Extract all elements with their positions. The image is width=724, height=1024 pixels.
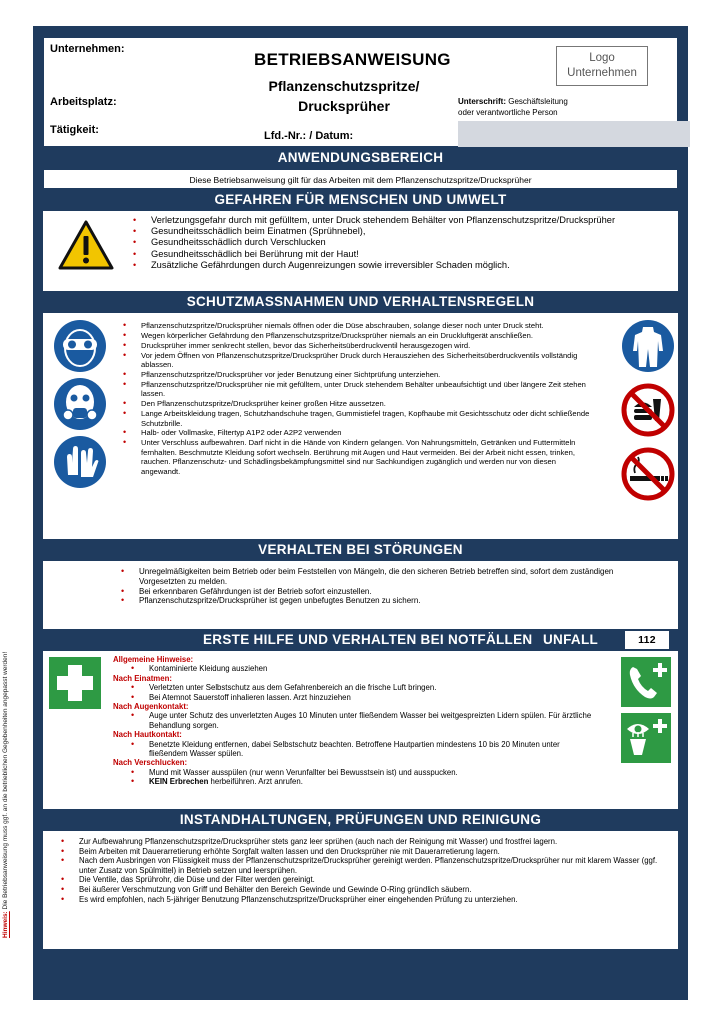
company-label: Unternehmen: <box>50 43 125 55</box>
section-title-stoerungen: VERHALTEN BEI STÖRUNGEN <box>258 542 463 557</box>
list-item: • Pflanzenschutzspritze/Drucksprüher nie mit gefülltem, unter Druck stehendem Behälter unbeaufsichtigt und über längere Zeit stehen lassen. <box>123 380 593 399</box>
company-logo-placeholder: Logo Unternehmen <box>556 46 648 86</box>
list-item: • Pflanzenschutzspritze/Drucksprüher ist gegen unbefugtes Benutzen zu sichern. <box>121 596 661 606</box>
list-item: • Zur Aufbewahrung Pflanzenschutzspritze/Drucksprüher stets ganz leer sprühen (auch nach der Reinigung mit Wasser) und frostfrei lagern. <box>61 837 671 847</box>
stoerungen-list <box>121 567 661 606</box>
side-note: Hinweis: Die Betriebsanweisung muss ggf. an die betrieblichen Gegebenheiten angepasst werden! <box>2 651 9 939</box>
page-title: BETRIEBSANWEISUNG <box>254 50 451 69</box>
list-item: • Vor jedem Öffnen von Pflanzenschutzspritze/Drucksprüher Druck durch Herausziehen des Sicherheitsüberdruckventils vollständig ablassen. <box>123 351 593 370</box>
section-anwendung: Diese Betriebsanweisung gilt für das Arbeiten mit dem Pflanzenschutzspritze/Drucksprüher <box>43 169 678 189</box>
list-item: • Gesundheitsschädlich durch Verschlucken <box>133 237 673 248</box>
warning-triangle-icon <box>57 219 115 271</box>
workplace-label: Arbeitsplatz: <box>50 96 117 108</box>
activity-label: Tätigkeit: <box>50 124 99 136</box>
header <box>43 37 678 147</box>
list-item: • Den Pflanzenschutzspritze/Drucksprüher keiner großen Hitze aussetzen. <box>123 399 593 408</box>
list-item: • Halb- oder Vollmaske, Filtertyp A1P2 oder A2P2 verwenden <box>123 428 593 437</box>
section-title-anwendung: ANWENDUNGSBEREICH <box>277 150 444 165</box>
first-aid-icon <box>49 657 101 709</box>
signature-label: Unterschrift: Geschäftsleitung oder verantwortliche Person <box>458 97 568 117</box>
page-subtitle: Pflanzenschutzspritze/ Drucksprüher <box>268 78 420 114</box>
nr-date-label: Lfd.-Nr.: / Datum: <box>264 130 354 142</box>
list-item: • Benetzte Kleidung entfernen, dabei Selbstschutz beachten. Betroffene Hautpartien mindestens 10 bis 20 Minuten unter fließendem Wasser spülen. <box>131 740 593 759</box>
list-item: • Kontaminierte Kleidung ausziehen <box>131 664 593 673</box>
list-item: • Lange Arbeitskleidung tragen, Schutzhandschuhe tragen, Gummistiefel tragen, Kopfhaube mit Gesichtsschutz oder dicht schließende Schutzbrille. <box>123 409 593 428</box>
list-item: • Nach dem Ausbringen von Flüssigkeit muss der Pflanzenschutzspritze/Drucksprüher gereinigt werden. Pflanzenschutzspritze/Drucksprüher nur mit klarem Wasser (ggf. unter Zusatz von Spülmittel) in Betrieb setzen und leersprühen. <box>61 856 671 875</box>
list-item: • Unter Verschluss aufbewahren. Darf nicht in die Hände von Kindern gelangen. Von Nahrungsmitteln, Getränken und Futtermitteln fernhalten. Beschmutzte Kleidung sofort wechseln. Berührung mit Augen und Haut vermeiden. Bei der Arbeit nicht essen, trinken, rauchen. Pflanzenschutz- und Schädlingsbekämpfungsmittel sind nur Sachkundigen zugänglich und werden nur von diesen angewandt. <box>123 438 593 476</box>
section-instandhaltung <box>43 831 678 949</box>
list-item: • Die Ventile, das Sprührohr, die Düse und der Filter werden gereinigt. <box>61 875 671 885</box>
list-item: • Auge unter Schutz des unverletzten Auges 10 Minuten unter fließendem Wasser bei weitgespreizten Lidern spülen. Für ärztliche Behandlung sorgen. <box>131 711 593 730</box>
section-title-instandhaltung: INSTANDHALTUNGEN, PRÜFUNGEN UND REINIGUNG <box>179 812 542 827</box>
list-item: • Bei Atemnot Sauerstoff inhalieren lassen. Arzt hinzuziehen <box>131 693 593 702</box>
protective-gloves-icon <box>53 435 107 489</box>
list-item: • Wegen körperlicher Gefährdung den Pflanzenschutzspritze/Drucksprüher niemals an ein Druckluftgerät anschließen. <box>123 331 593 340</box>
emergency-number: 112 <box>625 631 669 649</box>
list-item: • Zusätzliche Gefährdungen durch Augenreizungen sowie irreversibler Schaden möglich. <box>133 260 673 271</box>
section-gefahren <box>43 211 678 291</box>
section-erste-hilfe <box>43 651 678 809</box>
respirator-mask-icon <box>53 377 107 431</box>
list-item: • KEIN Erbrechen herbeiführen. Arzt anrufen. <box>131 777 593 786</box>
list-item: • Drucksprüher immer senkrecht stellen, bevor das Sicherheitsüberdruckventil herausgezogen wird. <box>123 341 593 350</box>
list-item: • Gesundheitsschädlich beim Einatmen (Sprühnebel), <box>133 226 673 237</box>
unfall-label: UNFALL <box>543 632 599 647</box>
section-schutz <box>43 313 678 539</box>
list-item: • Mund mit Wasser ausspülen (nur wenn Verunfallter bei Bewusstsein ist) und ausspucken. <box>131 768 593 777</box>
section-title-erste-hilfe: ERSTE HILFE UND VERHALTEN BEI NOTFÄLLEN UNFALL 112 <box>43 629 678 651</box>
schutz-list <box>123 321 593 477</box>
section-title-schutz: SCHUTZMASSNAHMEN UND VERHALTENSREGELN <box>186 294 535 309</box>
list-item: • Gesundheitsschädlich bei Berührung mit der Haut! <box>133 249 673 260</box>
emergency-phone-icon <box>621 657 671 707</box>
list-item: • Verletzungsgefahr durch mit gefülltem, unter Druck stehendem Behälter von Pflanzenschutzspritze/Drucksprüher <box>133 215 673 226</box>
no-smoking-icon <box>621 447 675 501</box>
signature-field[interactable] <box>458 121 690 147</box>
instandhaltung-list <box>61 837 671 904</box>
section-title-gefahren: GEFAHREN FÜR MENSCHEN UND UMWELT <box>214 192 507 207</box>
eye-wash-icon <box>621 713 671 763</box>
list-item: • Es wird empfohlen, nach 5-jähriger Benutzung Pflanzenschutzspritze/Drucksprüher einer eingehenden Prüfung zu unterziehen. <box>61 895 671 905</box>
section-stoerungen <box>43 561 678 629</box>
document-frame <box>33 26 688 1000</box>
list-item: • Verletzten unter Selbstschutz aus dem Gefahrenbereich an die frische Luft bringen. <box>131 683 593 692</box>
gefahren-list <box>133 215 673 271</box>
safety-goggles-icon <box>53 319 107 373</box>
list-item: • Pflanzenschutzspritze/Drucksprüher vor jeder Benutzung einer Sichtprüfung unterziehen. <box>123 370 593 379</box>
no-eating-drinking-icon <box>621 383 675 437</box>
first-aid-text: Allgemeine Hinweise: • Kontaminierte Kleidung ausziehen Nach Einatmen: • Verletzten unter Selbstschutz aus dem Gefahrenbereich an die frische Luft bringen. • Bei Atemnot Sauerstoff inhalieren lassen. Arzt hinzuziehen Nach Augenkontakt: • Auge unter Schutz des unverletzten Auges 10 Minuten unter fließendem Wasser bei weitgespreizten Lidern spülen. Für ärztliche Behandlung sorgen. Nach Hautkontakt: • Benetzte Kleidung entfernen, dabei Selbstschutz beachten. Betroffene Hautpartien mindestens 10 bis 20 Minuten unter fließendem Wasser spülen. Nach Verschlucken: • Mund mit Wasser ausspülen (nur wenn Verunfallter bei Bewusstsein ist) und ausspucken. • KEIN Erbrechen herbeiführen. Arzt anrufen. <box>113 655 593 787</box>
list-item: • Bei äußerer Verschmutzung von Griff und Behälter den Bereich Gewinde und Gewinde O-Ring gründlich säubern. <box>61 885 671 895</box>
list-item: • Unregelmäßigkeiten beim Betrieb oder beim Feststellen von Mängeln, die den sicheren Betrieb betreffen sind, sofort dem zuständigen Vorgesetzten zu melden. <box>121 567 661 587</box>
list-item: • Beim Arbeiten mit Dauerarretierung erhöhte Sorgfalt walten lassen und den Drucksprüher nie mit Dauerarretierung lagern. <box>61 847 671 857</box>
protective-clothing-icon <box>621 319 675 373</box>
list-item: • Pflanzenschutzspritze/Drucksprüher niemals öffnen oder die Düse abschrauben, solange dieser noch unter Druck steht. <box>123 321 593 330</box>
list-item: • Bei erkennbaren Gefährdungen ist der Betrieb sofort einzustellen. <box>121 587 661 597</box>
